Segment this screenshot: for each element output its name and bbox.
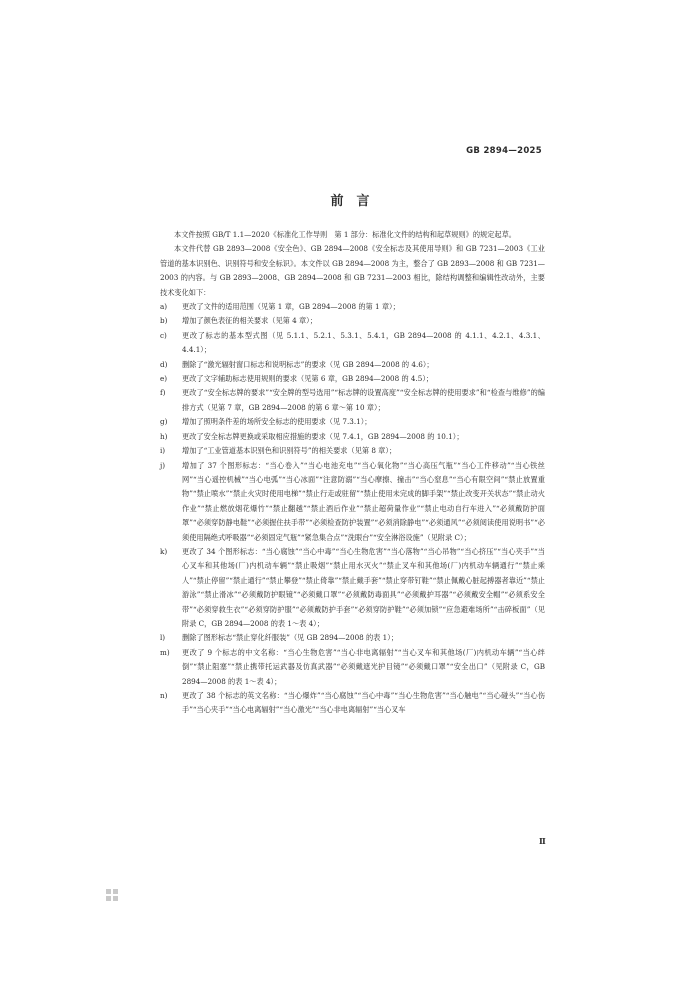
standard-number: GB 2894—2025 <box>466 146 542 156</box>
item-mark: a) <box>160 302 168 312</box>
item-text: 更改了标志的基本型式图（见 5.1.1、5.2.1、5.3.1、5.4.1，GB 2894—2008 的 4.1.1、4.2.1、4.3.1、4.4.1）； <box>182 330 545 355</box>
item-text: 增加了 37 个图形标志：“当心卷入”“当心电池充电”“当心氧化物”“当心高压气瓶”“当心工件移动”“当心铁丝网”“当心遥控机械”“当心电弧”“当心冰面”“注意防溺”“当心摩擦、撞击”“当心窒息”“当心有限空间”“禁止放置重物”“禁止喷水”“禁止火灾时使用电梯”“禁止行走或驻留”“禁止使用未完成的脚手架”“禁止改变开关状态”“禁止动火作业”“禁止燃放烟花爆竹”“禁止翻越”“禁止酒后作业”“禁止超荷量作业”“禁止电动自行车进入”“必须戴防护面罩”“必须穿防静电鞋”“必须握住扶手带”“必须检查防护装置”“必须消除静电”“必须通风”“必须阅读使用说明书”“必须使用隔绝式呼吸器”“必须固定气瓶”“紧急集合点”“洗眼台”“安全淋浴设施”（见附录 C）； <box>182 460 545 542</box>
foreword-body <box>160 228 545 718</box>
page-number: Ⅱ <box>539 836 546 846</box>
item-mark: b) <box>160 316 168 326</box>
list-item <box>160 329 545 358</box>
item-mark: g) <box>160 417 168 427</box>
item-text: 更改了文字辅助标志使用规则的要求（见第 6 章，GB 2894—2008 的 4.5）； <box>182 374 434 384</box>
item-text: 更改了“安全标志牌的要求”“安全牌的型号选用”“标志牌的设置高度”“安全标志牌的使用要求”和“检查与维修”的编排方式（见第 7 章，GB 2894—2008 的第 6 章～第 10 章）； <box>182 388 545 412</box>
item-mark: h) <box>160 431 168 441</box>
list-item <box>160 300 545 314</box>
item-mark: j) <box>160 460 166 470</box>
item-text: 更改了 34 个图形标志：“当心腐蚀”“当心中毒”“当心生物危害”“当心落物”“当心吊物”“当心挤压”“当心夹手”“当心叉车和其他场(厂)内机动车辆”“禁止吸烟”“禁止用水灭火”“禁止叉车和其他场(厂)内机动车辆通行”“禁止乘人”“禁止停留”“禁止通行”“禁止攀登”“禁止倚靠”“禁止戴手套”“禁止穿带钉鞋”“禁止佩戴心脏起搏器者靠近”“禁止游泳”“禁止滑冰”“必须戴防护眼镜”“必须戴口罩”“必须戴防毒面具”“必须戴护耳器”“必须戴安全帽”“必须系安全带”“必须穿救生衣”“必须穿防护服”“必须戴防护手套”“必须穿防护鞋”“必须加锁”“应急避难场所”“击碎板面”（见附录 C，GB 2894—2008 的表 1～表 4）； <box>182 546 545 628</box>
list-item <box>160 372 545 386</box>
list-item <box>160 415 545 429</box>
item-mark: d) <box>160 359 168 369</box>
list-item <box>160 430 545 444</box>
list-item <box>160 459 545 545</box>
item-text: 删除了图形标志“禁止穿化纤服装”（见 GB 2894—2008 的表 1）； <box>182 633 399 643</box>
item-mark: m) <box>160 647 170 657</box>
paragraph: 本文件按照 GB/T 1.1—2020《标准化工作导则 第 1 部分：标准化文件的结构和起草规则》的规定起草。 <box>174 230 516 239</box>
change-list <box>160 300 545 718</box>
list-item <box>160 646 545 689</box>
list-item <box>160 314 545 328</box>
item-mark: k) <box>160 546 168 556</box>
list-item <box>160 545 545 631</box>
item-mark: e) <box>160 374 168 384</box>
paragraph: 本文件代替 GB 2893—2008《安全色》、GB 2894—2008《安全标志及其使用导则》和 GB 7231—2003《工业管道的基本识别色、识别符号和安全标识》。本文件以 GB 2894—2008 为主，整合了 GB 2893—2008 和 GB 7231—2003 的内容。与 GB 2893—2008、GB 2894—2008 和 GB 7231—2003 相比，除结构调整和编辑性改动外，主要技术变化如下： <box>160 244 545 297</box>
item-text: 更改了 38 个标志的英文名称：“当心爆炸”“当心腐蚀”“当心中毒”“当心生物危害”“当心触电”“当心碰头”“当心伤手”“当心夹手”“当心电离辐射”“当心激光”“当心非电离辐射”“当心叉车 <box>182 691 545 715</box>
page-title: 前 言 <box>330 194 370 209</box>
item-text: 更改了 9 个标志的中文名称：“当心生物危害”“当心非电离辐射”“当心叉车和其他场(厂)内机动车辆”“当心绊倒”“禁止阻塞”“禁止携带托运武器及仿真武器”“必须戴遮光护目镜”“必须戴口罩”“安全出口”（见附录 C，GB 2894—2008 的表 1～表 4）； <box>182 647 545 686</box>
item-text: 增加了照明条件差的场所安全标志的使用要求（见 7.3.1）； <box>182 417 372 427</box>
item-text: 更改了安全标志牌更换或采取相应措施的要求（见 7.4.1，GB 2894—2008 的 10.1）； <box>182 431 464 441</box>
item-mark: f) <box>160 388 166 398</box>
item-mark: i) <box>160 446 166 456</box>
item-text: 更改了文件的适用范围（见第 1 章，GB 2894—2008 的第 1 章）； <box>182 302 400 312</box>
list-item <box>160 631 545 645</box>
list-item <box>160 386 545 415</box>
item-text: 增加了颜色表征的相关要求（见第 4 章）； <box>182 316 317 326</box>
list-item <box>160 689 545 718</box>
list-item <box>160 444 545 458</box>
item-mark: c) <box>160 330 167 340</box>
item-mark: l) <box>160 633 166 643</box>
stamp-mark-icon <box>106 889 118 901</box>
item-mark: n) <box>160 691 168 700</box>
item-text: 增加了“工业管道基本识别色和识别符号”的相关要求（见第 8 章）； <box>182 446 397 456</box>
item-text: 删除了“激光辐射窗口标志和说明标志”的要求（见 GB 2894—2008 的 4.6）； <box>182 359 434 369</box>
list-item <box>160 358 545 372</box>
